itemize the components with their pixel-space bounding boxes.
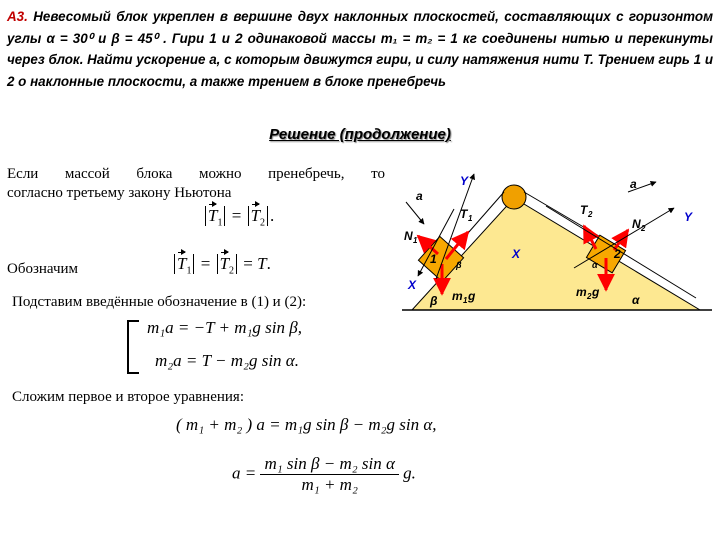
result-lhs: a =: [232, 463, 257, 483]
sum-equation: ( m₁ + m₂ ) a = m₁g sin β − m₂g sin α,: [176, 415, 437, 434]
paragraph-add: Сложим первое и второе уравнения:: [12, 389, 244, 405]
label-n1-sub: 1: [413, 236, 418, 245]
inclined-planes-diagram: [396, 164, 718, 316]
t1-subscript: 1: [217, 217, 223, 229]
label-a-left: a: [416, 189, 423, 203]
system-brace: [127, 320, 139, 374]
equals-sign: =: [200, 254, 211, 273]
solution-title: Решение (продолжение): [269, 126, 451, 143]
label-t2: T: [580, 203, 588, 217]
t2-subscript: 2: [260, 217, 266, 229]
result-rhs: g.: [403, 463, 416, 483]
period: .: [270, 206, 275, 225]
equation-tension-equal: [203, 206, 274, 228]
result-denominator: m₁ + m₂: [301, 475, 358, 494]
label-x-left: X: [408, 278, 417, 292]
label-m2g: m: [576, 285, 587, 299]
t1-subscript: 1: [186, 265, 192, 277]
label-m1g-sub: 1: [463, 296, 468, 305]
result-fraction: [260, 454, 398, 495]
paragraph-substitute: Подставим введённые обозначение в (1) и (2):: [12, 294, 307, 310]
result-numerator: m₁ sin β − m₂ sin α: [260, 454, 398, 475]
label-m1g-g: g: [468, 289, 476, 303]
paragraph-newton-1: Если массой блока можно пренебречь, то: [7, 166, 385, 182]
label-x-right: X: [512, 247, 521, 261]
problem-text: Невесомый блок укреплен в вершине двух наклонных плоскостей, составляющих с горизонтом углы α = 30⁰ и β = 45⁰ . Гири 1 и 2 одинаковой массы m₁ = m₂ = 1 кг соединены нитью и перекинуты через блок. Найти ускорение a, с которым движутся гири, и силу натяжения нити T. Трением гирь 1 и 2 о наклонные плоскости, а также трением в блоке пренебречь: [7, 9, 713, 89]
label-beta: β: [430, 294, 438, 308]
pulley-icon: [502, 185, 526, 209]
equation-tension-define: [172, 254, 271, 276]
label-alpha: α: [632, 293, 640, 307]
label-t1: T: [460, 207, 468, 221]
t1-symbol: T: [177, 254, 187, 273]
t-symbol: T: [257, 254, 267, 273]
equals-sign: =: [231, 206, 242, 225]
paragraph-denote: Обозначим: [7, 261, 79, 277]
label-m2g-sub: 2: [587, 292, 592, 301]
period: .: [266, 254, 271, 273]
label-m2g-g: g: [592, 285, 600, 299]
t1-symbol: T: [208, 206, 218, 225]
label-n2-sub: 2: [641, 224, 646, 233]
label-t1-sub: 1: [468, 214, 473, 223]
t2-symbol: T: [219, 254, 230, 273]
label-n2: N: [632, 217, 641, 231]
label-a-right: a: [630, 177, 637, 191]
label-y-right: Y: [684, 210, 693, 224]
problem-label: А3.: [7, 9, 28, 24]
label-weight-1: 1: [430, 252, 437, 266]
label-n1: N: [404, 229, 413, 243]
accel-left-arrow: [406, 202, 424, 224]
system-equation-1: m₁a = −T + m₁g sin β,: [147, 318, 302, 337]
label-beta-small: β: [456, 260, 462, 270]
equals-sign: =: [243, 254, 253, 273]
label-t2-sub: 2: [588, 210, 593, 219]
paragraph-newton-2: согласно третьему закону Ньютона: [7, 185, 232, 201]
problem-statement: [7, 6, 713, 92]
result-equation: [232, 454, 416, 495]
label-weight-2: 2: [614, 247, 621, 261]
label-y-left: Y: [460, 174, 469, 188]
t2-subscript: 2: [229, 265, 235, 277]
t2-symbol: T: [250, 206, 261, 225]
system-equation-2: m₂a = T − m₂g sin α.: [155, 351, 299, 370]
label-alpha-small: α: [592, 260, 598, 270]
label-m1g: m: [452, 289, 463, 303]
